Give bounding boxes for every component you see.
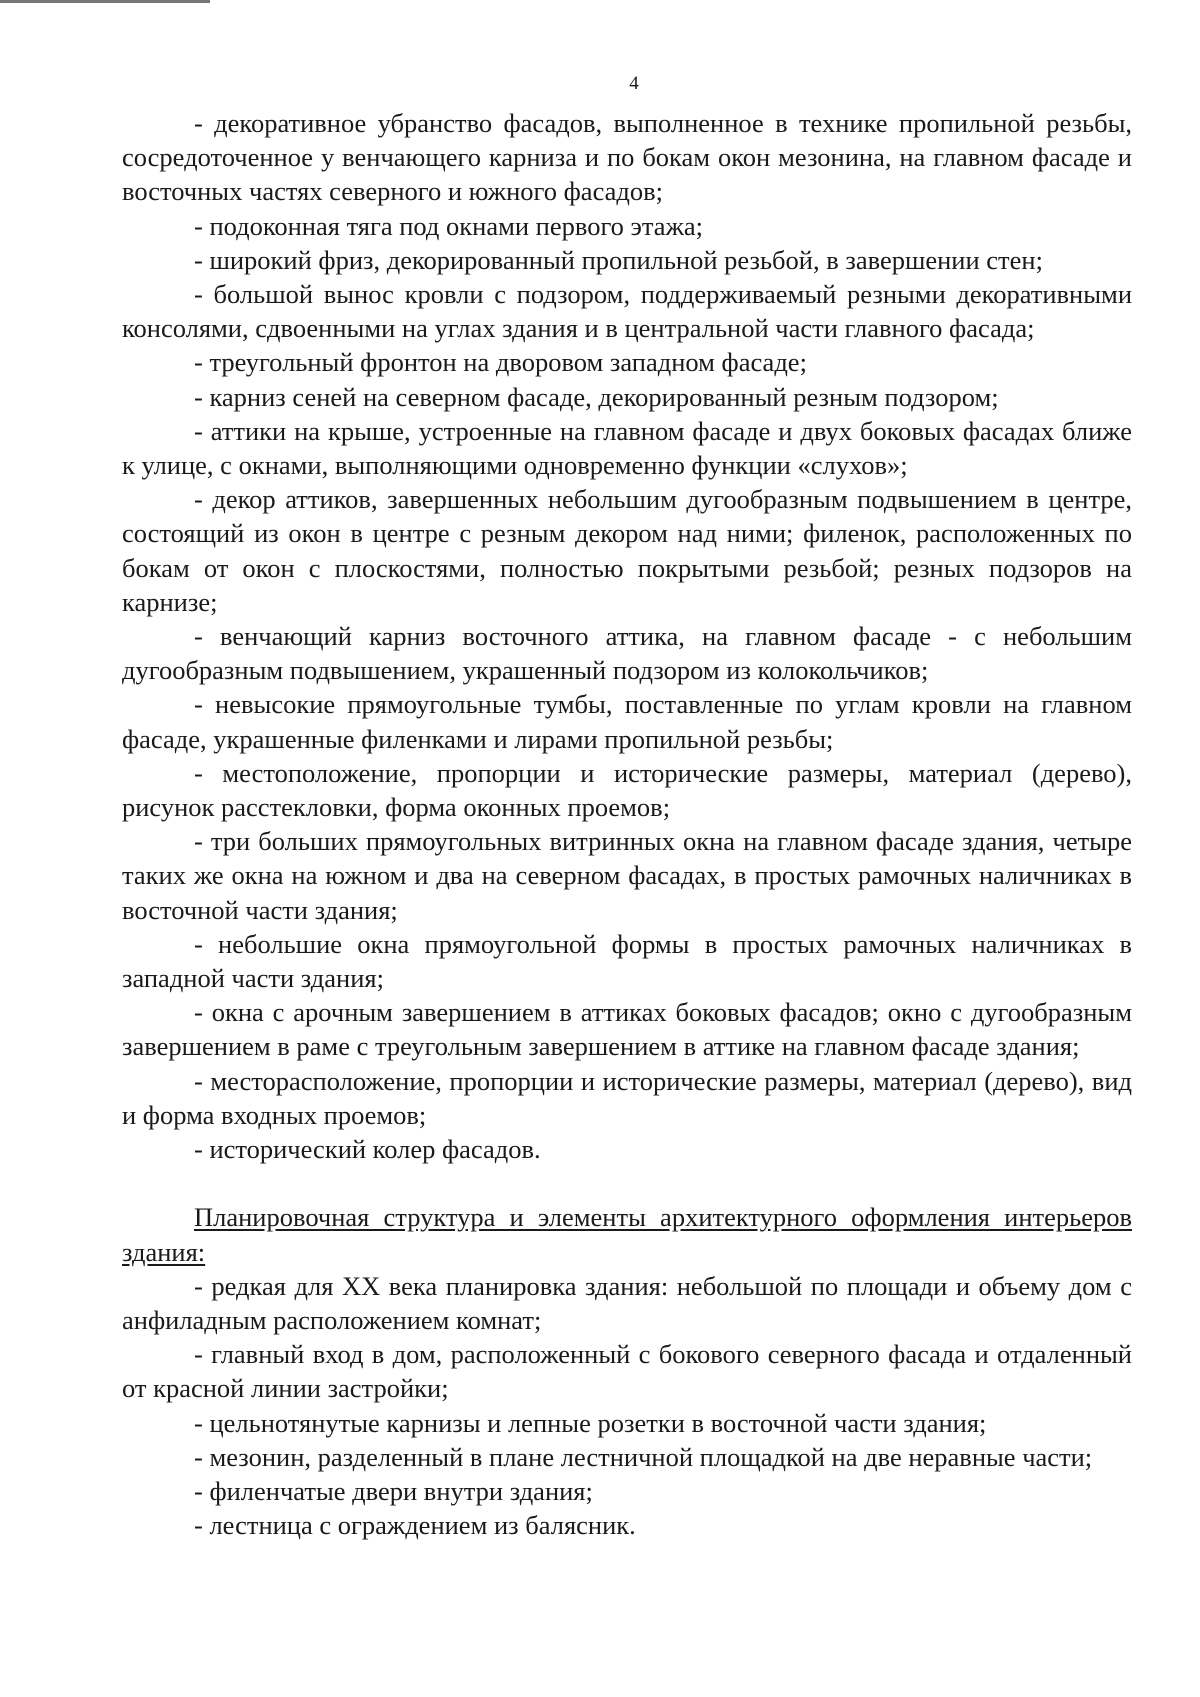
list-item: - невысокие прямоугольные тумбы, поставленные по углам кровли на главном фасаде, украшенные филенками и лирами пропильной резьбы; <box>122 689 1132 754</box>
list-item: - исторический колер фасадов. <box>194 1134 541 1165</box>
list-item: - мезонин, разделенный в плане лестничной площадкой на две неравные части; <box>194 1441 1093 1472</box>
list-item: - венчающий карниз восточного аттика, на главном фасаде - с небольшим дугообразным подвышением, украшенный подзором из колокольчиков; <box>122 621 1132 686</box>
list-item: - треугольный фронтон на дворовом западном фасаде; <box>194 347 807 378</box>
list-item: - цельнотянутые карнизы и лепные розетки в восточной части здания; <box>194 1407 987 1438</box>
list-item: - окна с арочным завершением в аттиках боковых фасадов; окно с дугообразным завершением в раме с треугольным завершением в аттике на главном фасаде здания; <box>122 997 1132 1062</box>
section-spacer <box>122 1166 1132 1200</box>
list-item: - декоративное убранство фасадов, выполненное в технике пропильной резьбы, сосредоточенное у венчающего карниза и по бокам окон мезонина, на главном фасаде и восточных частях северного и южного фасадов; <box>122 108 1132 207</box>
list-item: - филенчатые двери внутри здания; <box>194 1475 593 1506</box>
page-number: 4 <box>629 73 639 94</box>
list-item: - карниз сеней на северном фасаде, декорированный резным подзором; <box>194 381 999 412</box>
list-item: - редкая для XX века планировка здания: небольшой по площади и объему дом с анфиладным расположением комнат; <box>122 1270 1132 1335</box>
list-item: - большой вынос кровли с подзором, поддерживаемый резными декоративными консолями, сдвоенными на углах здания и в центральной части главного фасада; <box>122 279 1132 344</box>
section-heading: Планировочная структура и элементы архитектурного оформления интерьеров здания: <box>122 1202 1132 1267</box>
list-item: - местоположение, пропорции и исторические размеры, материал (дерево), рисунок расстекловки, форма оконных проемов; <box>122 757 1132 823</box>
list-item: - три больших прямоугольных витринных окна на главном фасаде здания, четыре таких же окна на южном и два на северном фасадах, в простых рамочных наличниках в восточной части здания; <box>122 826 1132 925</box>
list-item: - подоконная тяга под окнами первого этажа; <box>194 210 703 241</box>
list-item: - главный вход в дом, расположенный с бокового северного фасада и отдаленный от красной линии застройки; <box>122 1339 1132 1404</box>
list-item: - небольшие окна прямоугольной формы в простых рамочных наличниках в западной части здания; <box>122 928 1132 994</box>
list-item: - декор аттиков, завершенных небольшим дугообразным подвышением в центре, состоящий из окон в центре с резным декором над ними; филенок, расположенных по бокам от окон с плоскостями, полностью покрытыми резьбой; резных подзоров на карнизе; <box>122 484 1132 617</box>
list-item: - широкий фриз, декорированный пропильной резьбой, в завершении стен; <box>194 244 1043 275</box>
list-item: - месторасположение, пропорции и исторические размеры, материал (дерево), вид и форма входных проемов; <box>122 1065 1132 1130</box>
list-item: - аттики на крыше, устроенные на главном фасаде и двух боковых фасадах ближе к улице, с окнами, выполняющими одновременно функции «слухов»; <box>122 415 1132 481</box>
list-item: - лестница с ограждением из балясник. <box>194 1510 636 1541</box>
